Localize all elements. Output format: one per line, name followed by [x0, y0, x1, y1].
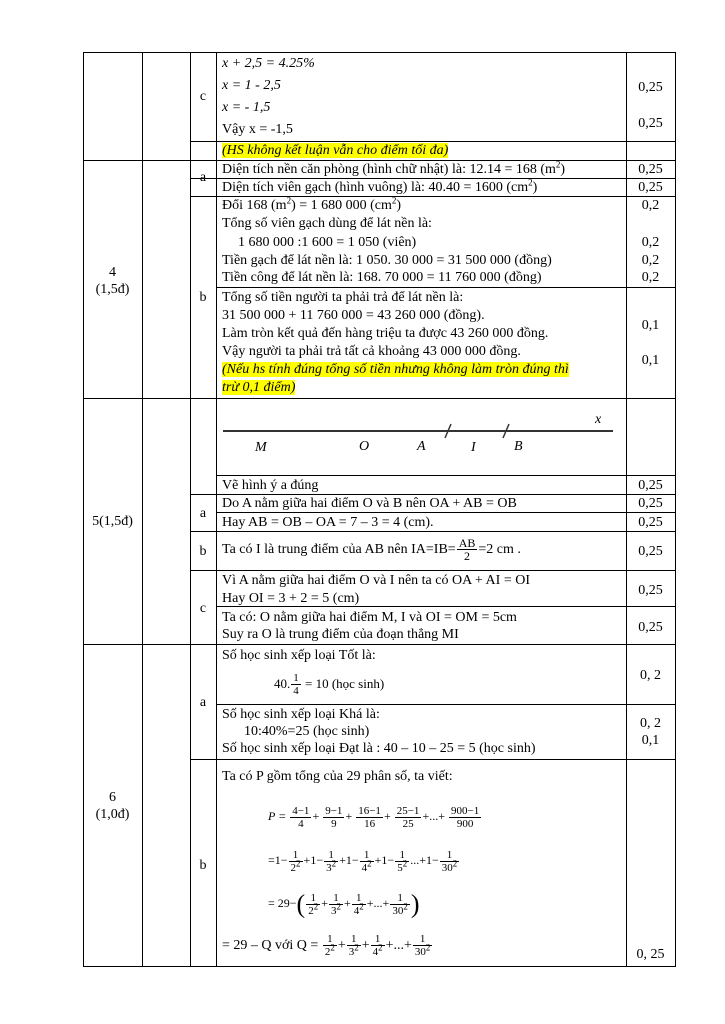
answer-line: Diện tích nền căn phòng (hình chữ nhật) là: 12.14 = 168 $(m^2)$	[222, 159, 566, 177]
score: 0,25	[638, 162, 663, 177]
formula-line: = 29−( $\frac{1}{2^2}$ + $\frac{1}{3^2}$ + $\frac{1}{4^2}$ +...+ $\frac{1}{30^2}$ )	[268, 889, 420, 919]
score: 0,25	[638, 116, 663, 131]
answer-line: Hay OI = 3 + 2 = 5 (cm)	[222, 591, 360, 606]
answer-line: Ta có: O nằm giữa hai điểm M, I và OI = OM = 5cm	[222, 610, 517, 625]
question-number: 4	[109, 265, 116, 280]
question-number: 5(1,5đ)	[92, 514, 133, 529]
answer-line: Do A nằm giữa hai điểm O và B nên OA + AB = OB	[222, 496, 517, 511]
part-label: b	[199, 858, 207, 873]
score: 0, 25	[636, 947, 665, 962]
question-number: 6	[109, 790, 116, 805]
score: 0,2	[641, 198, 660, 213]
point-label: A	[417, 439, 426, 454]
answer-line: x = 1 - 2,5	[222, 78, 281, 93]
score: 0,2	[641, 235, 660, 250]
formula-line: =1− $\frac{1}{2^2}$ +1− $\frac{1}{3^2}$ +1− $\frac{1}{4^2}$ +1− $\frac{1}{5^2}$ ...+1− $\frac{1}{30^2}$	[268, 848, 458, 874]
score: 0,1	[641, 353, 660, 368]
part-label: b	[199, 290, 207, 305]
answer-line: Số học sinh xếp loại Tốt là:	[222, 648, 376, 663]
score: 0,1	[641, 733, 660, 748]
score: 0,25	[638, 478, 663, 493]
answer-line: Làm tròn kết quả đến hàng triệu ta được 43 260 000 đồng.	[222, 326, 549, 341]
answer-line: x = - 1,5	[222, 100, 271, 115]
answer-line: 10:40%=25 (học sinh)	[244, 724, 370, 739]
answer-line: Vẽ hình ý a đúng	[222, 478, 319, 493]
formula-line: P = $\frac{4-1}{4}$ + $\frac{9-1}{9}$ + $\frac{16-1}{16}$ + $\frac{25-1}{25}$ +...+ $\frac{900-1}{900}$	[268, 804, 480, 830]
answer-line: Hay AB = OB – OA = 7 – 3 = 4 (cm).	[222, 515, 434, 530]
point-label: M	[255, 440, 267, 455]
answer-line: Số học sinh xếp loại Đạt là : 40 – 10 – 25 = 5 (học sinh)	[222, 741, 536, 756]
score: 0,25	[638, 80, 663, 95]
answer-line: Vì A nằm giữa hai điểm O và I nên ta có OA + AI = OI	[222, 573, 530, 588]
answer-line: x + 2,5 = 4.25%	[222, 56, 315, 71]
score: 0,25	[638, 515, 663, 530]
score: 0,25	[638, 180, 663, 195]
score: 0,2	[641, 270, 660, 285]
point-label: O	[359, 439, 370, 454]
answer-line: Tổng số viên gạch dùng để lát nền là:	[222, 216, 432, 231]
question-points: (1,5đ)	[95, 282, 130, 297]
score: 0,1	[641, 318, 660, 333]
point-label: I	[471, 440, 476, 455]
score: 0,25	[638, 496, 663, 511]
answer-line: Diện tích viên gạch (hình vuông) là: 40.40 = 1600 $(cm^2)$	[222, 177, 538, 195]
answer-line: Tiền công để lát nền là: 168. 70 000 = 11 760 000 (đồng)	[222, 270, 542, 285]
score: 0,25	[638, 544, 663, 559]
answer-line: Tiền gạch để lát nền là: 1 050. 30 000 = 31 500 000 (đồng)	[222, 253, 552, 268]
part-label: c	[199, 89, 207, 104]
score: 0,25	[638, 583, 663, 598]
score: 0, 2	[640, 668, 661, 683]
answer-line: Đổi 168 $(m^2) = 1$ 680 000 $(cm^2)$	[222, 195, 402, 213]
answer-line: 40. $\frac{1}{4}$ = 10 (học sinh)	[274, 672, 385, 698]
point-label: B	[514, 439, 523, 454]
grading-note: trừ 0,1 điểm)	[222, 380, 296, 395]
question-points: (1,0đ)	[95, 807, 130, 822]
answer-line: Số học sinh xếp loại Khá là:	[222, 707, 380, 722]
answer-line: 31 500 000 + 11 760 000 = 43 260 000 (đồng).	[222, 308, 485, 323]
score: 0,2	[641, 253, 660, 268]
part-label: b	[199, 544, 207, 559]
part-label: a	[199, 170, 207, 185]
grading-note: (HS không kết luận vẫn cho điểm tối đa)	[222, 143, 449, 158]
part-label: a	[199, 506, 207, 521]
answer-line: Ta có I là trung điểm của AB nên IA=IB= $\frac{AB}{2}$ =2 cm .	[222, 536, 521, 564]
part-label: c	[199, 601, 207, 616]
answer-line: Vậy người ta phải trả tất cả khoảng 43 000 000 đồng.	[222, 344, 521, 359]
answer-line: 1 680 000 :1 600 = 1 050 (viên)	[238, 235, 417, 250]
formula-line: = 29 – Q với Q = $\frac{1}{2^2}$ + $\frac{1}{3^2}$ + $\frac{1}{4^2}$ +...+ $\frac{1}{30^2}$	[222, 933, 431, 959]
part-label: a	[199, 695, 207, 710]
answer-line: Vậy x = -1,5	[222, 122, 293, 137]
geometry-figure	[218, 404, 623, 470]
point-label: x	[595, 412, 602, 427]
answer-line: Suy ra O là trung điểm của đoạn thẳng MI	[222, 627, 459, 642]
answer-line: Tổng số tiền người ta phải trả để lát nền là:	[222, 290, 464, 305]
score: 0, 2	[640, 716, 661, 731]
answer-line: Ta có P gồm tổng của 29 phân số, ta viết:	[222, 769, 453, 784]
score: 0,25	[638, 620, 663, 635]
grading-note: (Nếu hs tính đúng tổng số tiền nhưng không làm tròn đúng thì	[222, 362, 569, 377]
